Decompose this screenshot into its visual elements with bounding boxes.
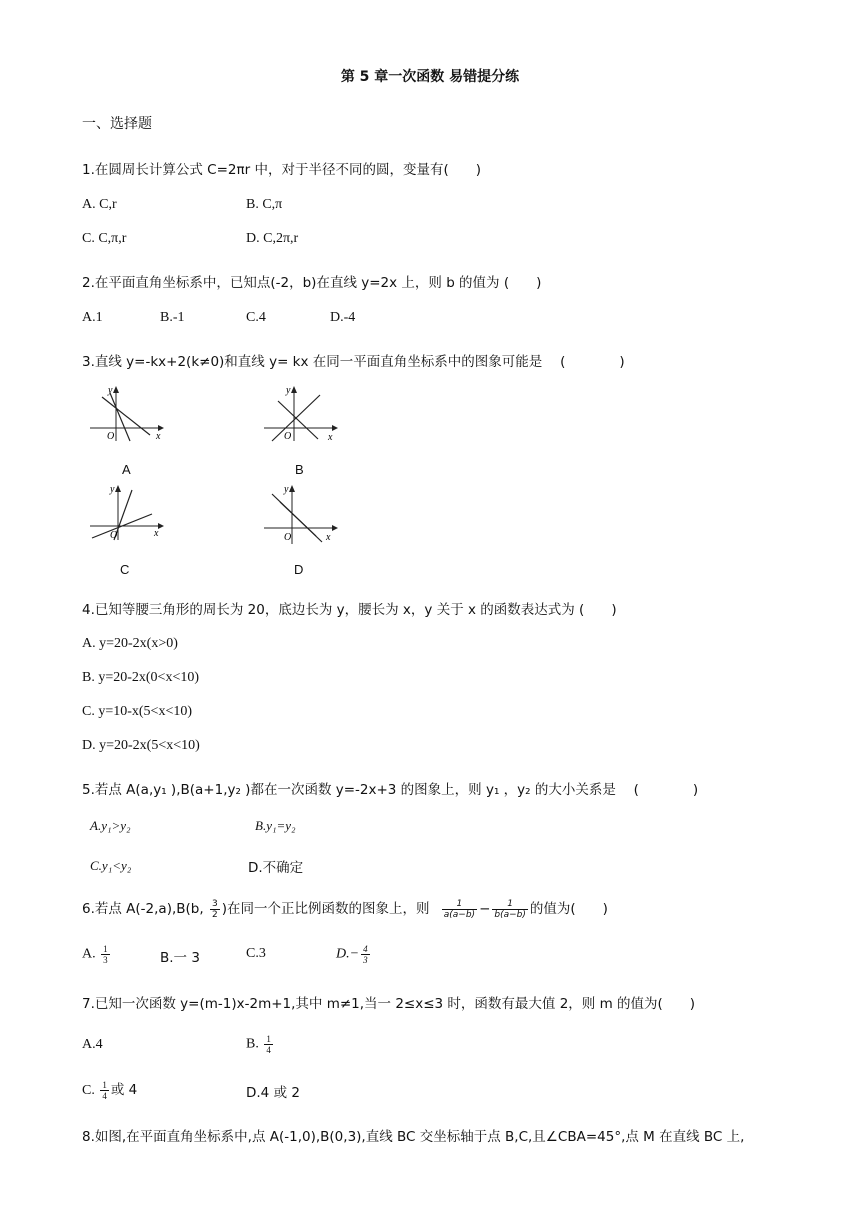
question-7-stem: 7.已知一次函数 y=(m-1)x-2m+1,其中 m≠1,当一 2≤x≤3 时，函数有最大值 2，则 m 的值为( ) bbox=[82, 996, 696, 1012]
question-1-option-d: D. C,2π,r bbox=[246, 231, 299, 246]
graph-c-y-label: y bbox=[110, 484, 115, 495]
graph-a-x-label: x bbox=[156, 431, 161, 442]
question-6-option-d: D.− $\frac{4}{3}$ bbox=[336, 944, 368, 965]
question-6-option-b: B.一 3 bbox=[160, 950, 200, 966]
question-2-option-d: D.-4 bbox=[330, 310, 356, 325]
question-3-graph-d bbox=[262, 480, 342, 546]
graph-a-origin-label: O bbox=[107, 431, 115, 442]
question-7-option-c-fraction: $\frac{1}{4}$ bbox=[102, 1080, 107, 1102]
question-7-option-d: D.4 或 2 bbox=[246, 1085, 300, 1101]
question-8-stem: 8.如图,在平面直角坐标系中,点 A(-1,0),B(0,3),直线 BC 交坐标轴于点 B,C,且∠CBA=45°,点 M 在直线 BC 上, bbox=[82, 1129, 745, 1145]
question-4-option-d: D. y=20-2x(5<x<10) bbox=[82, 738, 200, 753]
question-2-option-a: A.1 bbox=[82, 310, 103, 325]
graph-b-x-label: x bbox=[328, 432, 333, 443]
graph-d-y-label: y bbox=[284, 484, 289, 495]
question-6-stem-part-1: 6.若点 A(-2,a),B(b, bbox=[82, 901, 204, 917]
graph-b-y-label: y bbox=[286, 385, 291, 396]
question-7-option-a: A.4 bbox=[82, 1037, 103, 1052]
question-2-stem: 2.在平面直角坐标系中，已知点(-2，b)在直线 y=2x 上，则 b 的值为 ( ) bbox=[82, 275, 542, 291]
question-4-option-b: B. y=20-2x(0<x<10) bbox=[82, 670, 200, 685]
page-title: 第 5 章一次函数 易错提分练 bbox=[340, 69, 520, 85]
question-4-option-a: A. y=20-2x(x>0) bbox=[82, 636, 178, 651]
question-3-label-d: D bbox=[294, 562, 304, 577]
question-1-option-c: C. C,π,r bbox=[82, 231, 127, 246]
question-6-option-d-fraction: $\frac{4}{3}$ bbox=[363, 944, 368, 965]
question-1-option-a: A. C,r bbox=[82, 197, 117, 212]
question-6-fraction-2: $\frac{1}{a(a-b)}$ bbox=[443, 898, 476, 920]
question-3-label-b: B bbox=[295, 462, 304, 477]
question-6-fraction-1: $\frac{3}{2}$ bbox=[211, 898, 218, 920]
section-heading: 一、选择题 bbox=[82, 116, 152, 132]
question-6-stem bbox=[82, 897, 608, 920]
question-6-stem-part-3: 的值为( ) bbox=[529, 901, 608, 917]
question-4-stem: 4.已知等腰三角形的周长为 20，底边长为 y，腰长为 x，y 关于 x 的函数表达式为 ( ) bbox=[82, 602, 617, 618]
question-3-label-c: C bbox=[120, 562, 130, 577]
question-7-option-b-fraction: $\frac{1}{4}$ bbox=[266, 1034, 271, 1055]
question-1-option-b: B. C,π bbox=[246, 197, 283, 212]
graph-a-y-label: y bbox=[108, 385, 113, 396]
graph-c-origin-label: O bbox=[110, 530, 118, 541]
question-2-option-b: B.-1 bbox=[160, 310, 185, 325]
graph-c-x-label: x bbox=[154, 528, 159, 539]
question-6-minus: − bbox=[479, 901, 491, 917]
question-5-option-a: A.y₁>y₂ bbox=[90, 818, 131, 833]
question-7-option-c: C. $\frac{1}{4}$ 或 4 bbox=[82, 1080, 138, 1102]
question-3-graph-b bbox=[262, 383, 342, 443]
question-6-option-a-fraction: $\frac{1}{3}$ bbox=[103, 944, 108, 965]
question-6-fraction-3: $\frac{1}{b(a-b)}$ bbox=[494, 898, 526, 920]
question-6-option-a: A. $\frac{1}{3}$ bbox=[82, 944, 108, 965]
graph-d-x-label: x bbox=[326, 532, 331, 543]
question-3-label-a: A bbox=[122, 462, 131, 477]
question-5-stem: 5.若点 A(a,y₁ ),B(a+1,y₂ )都在一次函数 y=-2x+3 的图象上，则 y₁ ，y₂ 的大小关系是 ( ) bbox=[82, 782, 699, 798]
question-5-option-d: D.不确定 bbox=[248, 860, 304, 876]
question-3-graph-c bbox=[88, 480, 168, 542]
graph-b-origin-label: O bbox=[284, 431, 292, 442]
question-1-stem: 1.在圆周长计算公式 C=2πr 中，对于半径不同的圆，变量有( ) bbox=[82, 162, 482, 178]
question-2-option-c: C.4 bbox=[246, 310, 266, 325]
question-7-option-b: B. $\frac{1}{4}$ bbox=[246, 1034, 271, 1055]
question-6-stem-part-2: )在同一个正比例函数的图象上，则 bbox=[221, 901, 430, 917]
question-3-graph-a bbox=[88, 383, 168, 443]
question-5-option-c: C.y₁<y₂ bbox=[90, 858, 132, 873]
question-6-option-c: C.3 bbox=[246, 946, 266, 961]
question-4-option-c: C. y=10-x(5<x<10) bbox=[82, 704, 193, 719]
graph-d-origin-label: O bbox=[284, 532, 292, 543]
question-3-stem: 3.直线 y=-kx+2(k≠0)和直线 y= kx 在同一平面直角坐标系中的图象可能是 ( ) bbox=[82, 354, 625, 370]
question-5-option-b: B.y₁=y₂ bbox=[255, 818, 296, 833]
